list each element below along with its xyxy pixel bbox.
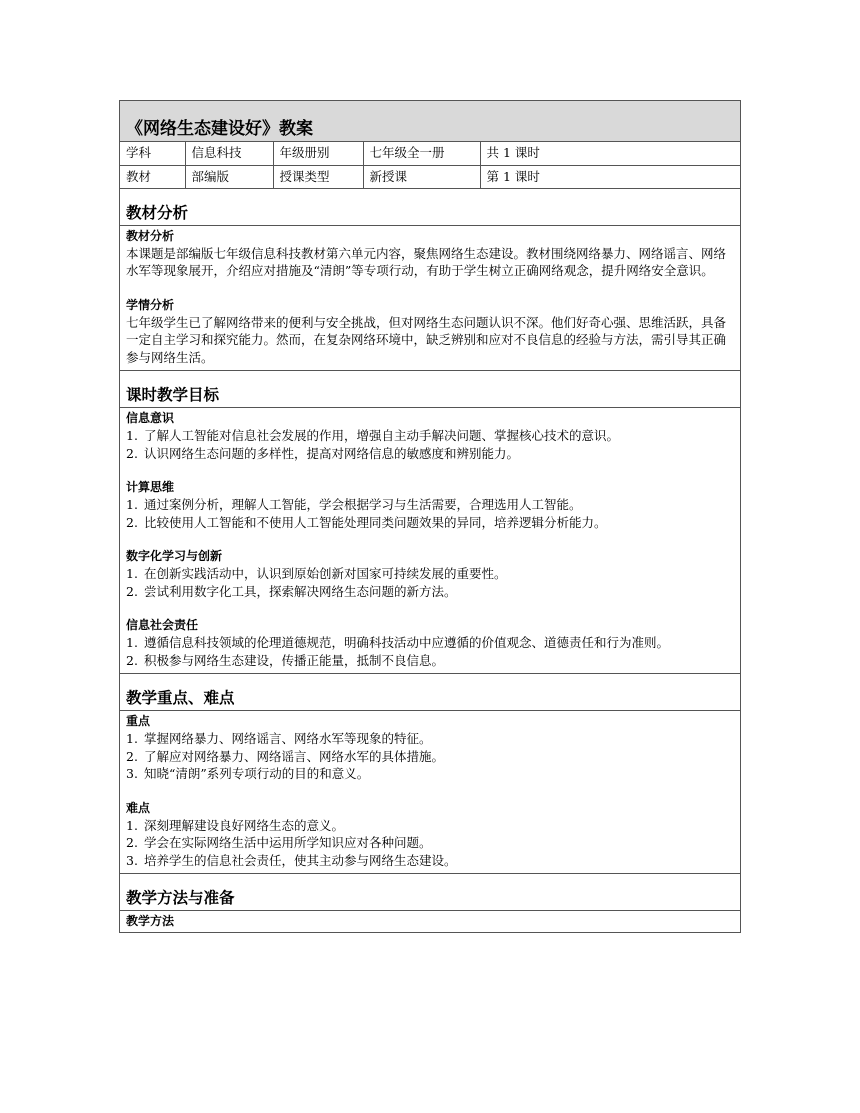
list-item: 1. 掌握网络暴力、网络谣言、网络水军等现象的特征。	[126, 731, 432, 746]
list-item: 1. 遵循信息科技领域的伦理道德规范，明确科技活动中应遵循的价值观念、道德责任和行为准则。	[126, 635, 670, 650]
section-heading-key-points: 教学重点、难点	[120, 674, 740, 711]
lesson-plan-document	[119, 100, 741, 933]
subheading: 数字化学习与创新	[126, 549, 223, 563]
info-cell-type-value: 新授课	[363, 165, 480, 188]
subheading: 计算思维	[126, 480, 175, 494]
list-item: 2. 积极参与网络生态建设，传播正能量，抵制不良信息。	[126, 652, 445, 668]
subheading: 学情分析	[126, 297, 175, 312]
info-cell-textbook-label: 教材	[120, 165, 185, 188]
info-cell-grade-value: 七年级全一册	[363, 142, 480, 165]
subheading: 难点	[126, 800, 151, 815]
info-cell-subject-label: 学科	[120, 142, 185, 165]
list-item: 3. 知晓“清朗”系列专项行动的目的和意义。	[126, 766, 370, 781]
info-cell-grade-label: 年级册别	[273, 142, 363, 165]
list-item: 1. 了解人工智能对信息社会发展的作用，增强自主动手解决问题、掌握核心技术的意识。	[126, 428, 620, 443]
subheading: 信息意识	[126, 411, 175, 425]
section-body-goals	[120, 408, 740, 674]
document-title: 《网络生态建设好》教案	[120, 101, 740, 142]
subheading: 教材分析	[126, 228, 175, 243]
subheading: 教学方法	[126, 914, 175, 928]
list-item: 1. 通过案例分析，理解人工智能，学会根据学习与生活需要，合理选用人工智能。	[126, 497, 582, 512]
list-item: 2. 认识网络生态问题的多样性，提高对网络信息的敏感度和辨别能力。	[126, 445, 520, 461]
section-heading-goals: 课时教学目标	[120, 371, 740, 408]
info-cell-type-label: 授课类型	[273, 165, 363, 188]
section-heading-methods: 教学方法与准备	[120, 874, 740, 911]
info-cell-total-hours: 共 1 课时	[480, 142, 740, 165]
info-cell-textbook-value: 部编版	[185, 165, 273, 188]
list-item: 1. 在创新实践活动中，认识到原始创新对国家可持续发展的重要性。	[126, 566, 507, 581]
info-table	[120, 142, 740, 189]
subheading: 重点	[126, 714, 151, 728]
list-item: 2. 学会在实际网络生活中运用所学知识应对各种问题。	[126, 835, 432, 850]
info-row	[120, 165, 740, 188]
section-body-methods	[120, 911, 740, 932]
section-body-key-points	[120, 711, 740, 874]
section-body-analysis	[120, 226, 740, 372]
list-item: 3. 培养学生的信息社会责任，使其主动参与网络生态建设。	[126, 852, 457, 868]
info-cell-subject-value: 信息科技	[185, 142, 273, 165]
info-row	[120, 142, 740, 165]
list-item: 1. 深刻理解建设良好网络生态的意义。	[126, 817, 345, 833]
paragraph: 七年级学生已了解网络带来的便利与安全挑战，但对网络生态问题认识不深。他们好奇心强、思维活跃，具备一定自主学习和探究能力。然而，在复杂网络环境中，缺乏辨别和应对不良信息的经验与方法，需引导其正确参与网络生活。	[126, 314, 727, 365]
list-item: 2. 比较使用人工智能和不使用人工智能处理同类问题效果的异同，培养逻辑分析能力。	[126, 514, 607, 530]
section-heading-analysis: 教材分析	[120, 189, 740, 226]
paragraph: 本课题是部编版七年级信息科技教材第六单元内容，聚焦网络生态建设。教材围绕网络暴力、网络谣言、网络水军等现象展开，介绍应对措施及“清朗”等专项行动，有助于学生树立正确网络观念，提升网络安全意识。	[126, 245, 727, 278]
info-cell-lesson-number: 第 1 课时	[480, 165, 740, 188]
list-item: 2. 了解应对网络暴力、网络谣言、网络水军的具体措施。	[126, 748, 445, 764]
subheading: 信息社会责任	[126, 618, 199, 632]
list-item: 2. 尝试利用数字化工具，探索解决网络生态问题的新方法。	[126, 583, 457, 599]
